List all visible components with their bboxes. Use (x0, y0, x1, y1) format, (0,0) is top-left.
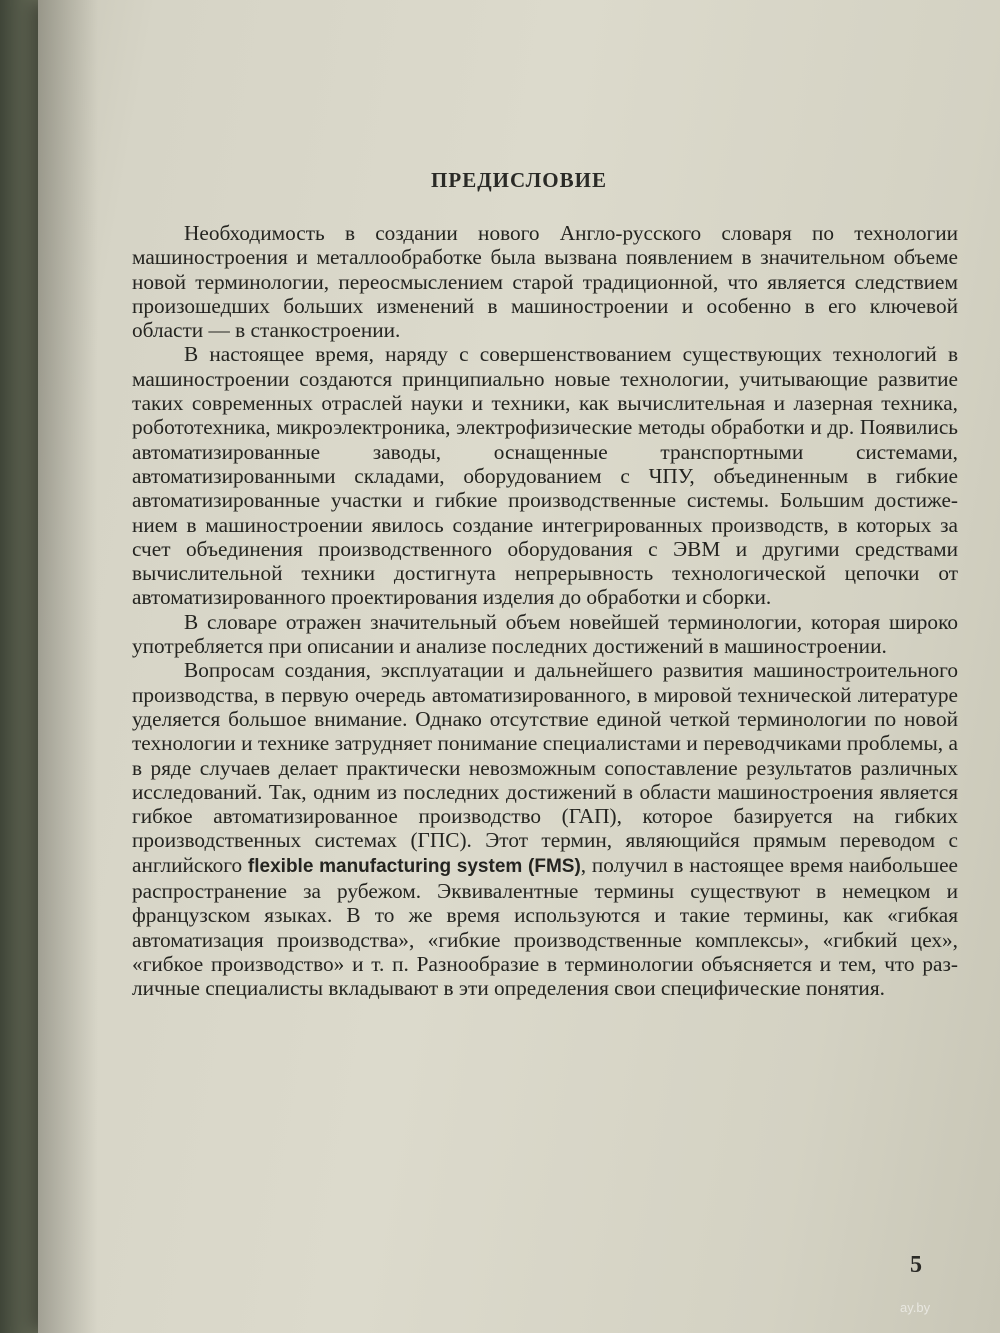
paragraph-4-start: Вопросам создания, эксплуатации и дальнейшего развития машиностроительного производства, в первую очередь автоматизированного, в мировой технической литературе уделяется большое внимание. Однако отсутствие единой четкой терминологии по новой технологии и технике затрудняет понимание специалистами и переводчиками проблемы, а в ряде случаев делает практически невозможным сопоставление результатов различных исследований. Так, одним из последних достижений в области машиностроения является гибкое автоматизированное производство (ГАП), которое базируется на гибких производственных системах (ГПС). Этот термин, являющийся прямым переводом с английского (132, 658, 958, 877)
paragraph-3: В словаре отражен значительный объем новейшей терминологии, которая широко употребляется при описании и анализе последних достижений в машиностроении. (132, 609, 958, 659)
page-number: 5 (910, 1252, 922, 1278)
paragraph-4 (132, 658, 958, 1000)
book-page (38, 0, 1000, 1333)
binding-shadow (38, 0, 98, 1333)
paragraph-1: Необходимость в создании нового Англо-русского словаря по технологии машиностроения и металлообработке была вызвана появлением в значительном объеме новой терминологии, переосмыслением старой традиционной, что является следствием произошедших больших изменений в машиностроении и особенно в его ключевой области — в станкостроении. (132, 221, 958, 343)
watermark: ay.by (900, 1300, 931, 1315)
paragraph-4-end: , получил в настоящее время наибольшее распространение за рубежом. Эквивалентные термины существуют в немецком и французском языках. В то же время используются и такие термины, как «гибкая автоматизация производства», «гибкие производственные комплексы», «гибкий цех», «гибкое производство» и т. п. Разнообразие в терминологии объясняется и тем, что различные специалисты вкладывают в эти определения свои специфические понятия. (132, 852, 958, 1001)
body-text (132, 221, 958, 1001)
page-heading: ПРЕДИСЛОВИЕ (431, 168, 607, 192)
english-term: flexible manufacturing system (FMS) (247, 855, 581, 877)
paragraph-2: В настоящее время, наряду с совершенствованием существующих технологий в машиностроении создаются принципиально новые технологии, учитывающие развитие таких современных отраслей науки и техники, как вычислительная и лазерная техника, робототехника, микроэлектроника, электрофизические методы обработки и др. Появились автоматизированные заводы, оснащенные транспортными системами, автоматизированными складами, оборудованием с ЧПУ, объединенным в гибкие автоматизированные участки и гибкие производственные системы. Большим достижением в машиностроении явилось создание интегрированных производств, в которых за счет объединения производственного оборудования с ЭВМ и другими средствами вычислительной техники достигнута непрерывность технологической цепочки от автоматизированного проектирования изделия до обработки и сборки. (132, 342, 958, 610)
